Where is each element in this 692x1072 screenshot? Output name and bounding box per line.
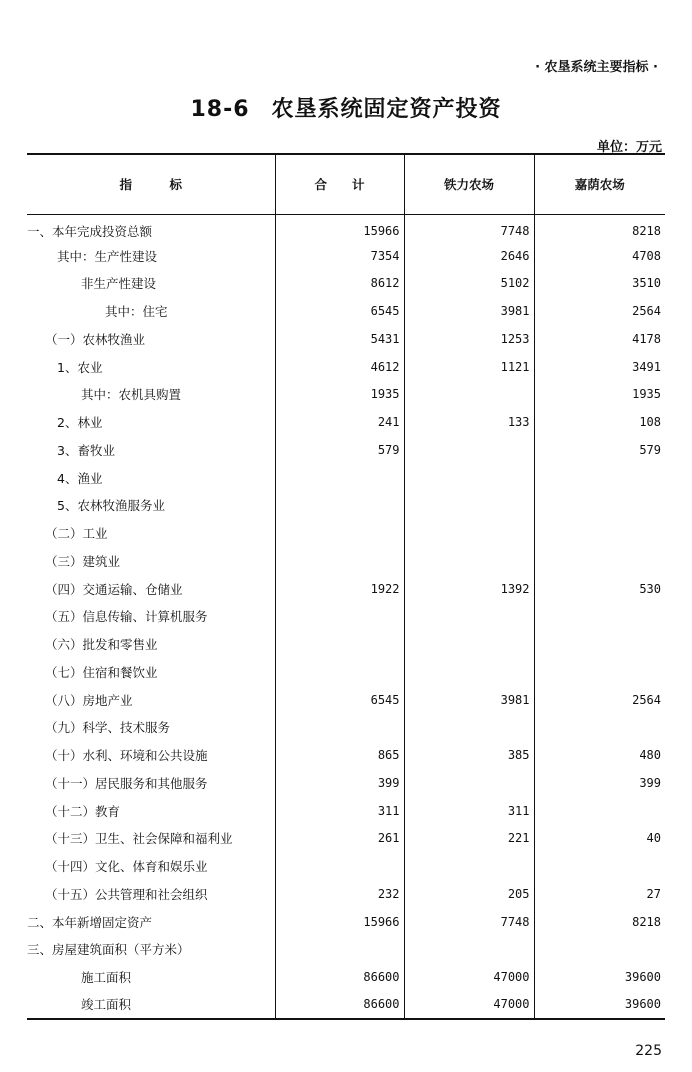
table-row bbox=[27, 297, 665, 325]
column-header-indicator: 指 标 bbox=[27, 154, 275, 214]
row-label: 三、房屋建筑面积（平方米） bbox=[27, 942, 190, 958]
jiayin-value bbox=[534, 547, 665, 575]
table-row bbox=[27, 603, 665, 631]
tieli-value: 221 bbox=[404, 825, 534, 853]
column-header-jiayin-farm: 嘉荫农场 bbox=[534, 154, 665, 214]
total-value bbox=[275, 714, 404, 742]
row-label: 3、畜牧业 bbox=[57, 442, 115, 458]
tieli-value: 1121 bbox=[404, 353, 534, 381]
table-row bbox=[27, 270, 665, 298]
column-header-tieli-farm: 铁力农场 bbox=[404, 154, 534, 214]
tieli-value bbox=[404, 936, 534, 964]
row-label: （十三）卫生、社会保障和福利业 bbox=[45, 831, 233, 847]
row-label: 施工面积 bbox=[81, 970, 132, 986]
tieli-value: 3981 bbox=[404, 686, 534, 714]
total-value: 579 bbox=[275, 436, 404, 464]
jiayin-value bbox=[534, 464, 665, 492]
jiayin-value: 27 bbox=[534, 880, 665, 908]
jiayin-value bbox=[534, 852, 665, 880]
jiayin-value: 579 bbox=[534, 436, 665, 464]
row-label: 非生产性建设 bbox=[81, 276, 157, 292]
table-row bbox=[27, 963, 665, 991]
tieli-value: 5102 bbox=[404, 270, 534, 298]
tieli-value bbox=[404, 381, 534, 409]
tieli-value bbox=[404, 852, 534, 880]
total-value bbox=[275, 464, 404, 492]
jiayin-value: 530 bbox=[534, 575, 665, 603]
tieli-value bbox=[404, 658, 534, 686]
column-header-total: 合 计 bbox=[275, 154, 404, 214]
jiayin-value bbox=[534, 603, 665, 631]
total-value bbox=[275, 492, 404, 520]
total-value bbox=[275, 936, 404, 964]
table-header-row bbox=[27, 154, 665, 214]
table-row bbox=[27, 686, 665, 714]
row-label: 1、农业 bbox=[57, 359, 103, 375]
table-row bbox=[27, 242, 665, 270]
tieli-value bbox=[404, 436, 534, 464]
row-label: （八）房地产业 bbox=[45, 692, 133, 708]
total-value: 15966 bbox=[275, 908, 404, 936]
tieli-value: 1392 bbox=[404, 575, 534, 603]
table-row bbox=[27, 353, 665, 381]
total-value: 232 bbox=[275, 880, 404, 908]
total-value bbox=[275, 519, 404, 547]
row-label: （六）批发和零售业 bbox=[45, 637, 158, 653]
jiayin-value bbox=[534, 658, 665, 686]
tieli-value: 205 bbox=[404, 880, 534, 908]
tieli-value: 385 bbox=[404, 741, 534, 769]
table-row bbox=[27, 325, 665, 353]
section-tag: · 农垦系统主要指标 · bbox=[535, 60, 658, 75]
total-value: 1935 bbox=[275, 381, 404, 409]
tieli-value: 47000 bbox=[404, 991, 534, 1019]
total-value: 86600 bbox=[275, 963, 404, 991]
tieli-value bbox=[404, 492, 534, 520]
table-row bbox=[27, 880, 665, 908]
jiayin-value: 39600 bbox=[534, 963, 665, 991]
tieli-value: 7748 bbox=[404, 908, 534, 936]
tieli-value bbox=[404, 630, 534, 658]
table-number: 18-6 bbox=[190, 97, 250, 122]
row-label: 其中：住宅 bbox=[105, 304, 168, 320]
tieli-value: 2646 bbox=[404, 242, 534, 270]
jiayin-value: 4708 bbox=[534, 242, 665, 270]
total-value: 6545 bbox=[275, 297, 404, 325]
jiayin-value: 39600 bbox=[534, 991, 665, 1019]
tieli-value bbox=[404, 603, 534, 631]
jiayin-value bbox=[534, 630, 665, 658]
table-row bbox=[27, 630, 665, 658]
total-value bbox=[275, 630, 404, 658]
jiayin-value bbox=[534, 936, 665, 964]
jiayin-value: 2564 bbox=[534, 297, 665, 325]
unit-label: 单位：万元 bbox=[596, 140, 662, 155]
jiayin-value bbox=[534, 519, 665, 547]
table-row bbox=[27, 991, 665, 1019]
table-row bbox=[27, 464, 665, 492]
table-row bbox=[27, 408, 665, 436]
table-row bbox=[27, 519, 665, 547]
total-value bbox=[275, 547, 404, 575]
total-value: 311 bbox=[275, 797, 404, 825]
row-label: 其中：农机具购置 bbox=[81, 387, 182, 403]
table-row bbox=[27, 769, 665, 797]
page-number: 225 bbox=[635, 1043, 662, 1059]
jiayin-value: 399 bbox=[534, 769, 665, 797]
jiayin-value: 8218 bbox=[534, 908, 665, 936]
tieli-value: 3981 bbox=[404, 297, 534, 325]
tieli-value bbox=[404, 714, 534, 742]
total-value bbox=[275, 658, 404, 686]
total-value: 86600 bbox=[275, 991, 404, 1019]
table-row bbox=[27, 825, 665, 853]
investment-table bbox=[27, 153, 665, 1020]
total-value: 5431 bbox=[275, 325, 404, 353]
jiayin-value: 3491 bbox=[534, 353, 665, 381]
total-value: 4612 bbox=[275, 353, 404, 381]
row-label: （二）工业 bbox=[45, 526, 108, 542]
total-value: 8612 bbox=[275, 270, 404, 298]
total-value: 399 bbox=[275, 769, 404, 797]
total-value: 865 bbox=[275, 741, 404, 769]
tieli-value bbox=[404, 464, 534, 492]
row-label: 5、农林牧渔服务业 bbox=[57, 498, 165, 514]
row-label: 一、本年完成投资总额 bbox=[27, 224, 153, 240]
total-value: 241 bbox=[275, 408, 404, 436]
row-label: （十二）教育 bbox=[45, 803, 121, 819]
table-row bbox=[27, 436, 665, 464]
tieli-value bbox=[404, 547, 534, 575]
row-label: 4、渔业 bbox=[57, 470, 103, 486]
row-label: （九）科学、技术服务 bbox=[45, 720, 171, 736]
total-value bbox=[275, 852, 404, 880]
jiayin-value: 108 bbox=[534, 408, 665, 436]
total-value: 15966 bbox=[275, 214, 404, 242]
jiayin-value: 40 bbox=[534, 825, 665, 853]
table-row bbox=[27, 575, 665, 603]
tieli-value: 47000 bbox=[404, 963, 534, 991]
total-value: 261 bbox=[275, 825, 404, 853]
row-label: 二、本年新增固定资产 bbox=[27, 914, 153, 930]
row-label: （十四）文化、体育和娱乐业 bbox=[45, 859, 208, 875]
table-row bbox=[27, 936, 665, 964]
tieli-value bbox=[404, 769, 534, 797]
table-row bbox=[27, 852, 665, 880]
jiayin-value bbox=[534, 797, 665, 825]
total-value: 6545 bbox=[275, 686, 404, 714]
tieli-value: 7748 bbox=[404, 214, 534, 242]
table-row bbox=[27, 741, 665, 769]
jiayin-value bbox=[534, 492, 665, 520]
table-row bbox=[27, 658, 665, 686]
jiayin-value: 480 bbox=[534, 741, 665, 769]
row-label: （十五）公共管理和社会组织 bbox=[45, 886, 208, 902]
table-row bbox=[27, 797, 665, 825]
jiayin-value: 8218 bbox=[534, 214, 665, 242]
tieli-value bbox=[404, 519, 534, 547]
table-row bbox=[27, 492, 665, 520]
row-label: （四）交通运输、仓储业 bbox=[45, 581, 183, 597]
jiayin-value: 4178 bbox=[534, 325, 665, 353]
table-row bbox=[27, 214, 665, 242]
total-value: 1922 bbox=[275, 575, 404, 603]
jiayin-value: 3510 bbox=[534, 270, 665, 298]
tieli-value: 133 bbox=[404, 408, 534, 436]
total-value: 7354 bbox=[275, 242, 404, 270]
tieli-value: 1253 bbox=[404, 325, 534, 353]
table-title: 农垦系统固定资产投资 bbox=[271, 97, 502, 122]
jiayin-value: 2564 bbox=[534, 686, 665, 714]
table-row bbox=[27, 714, 665, 742]
row-label: （七）住宿和餐饮业 bbox=[45, 664, 158, 680]
table-row bbox=[27, 381, 665, 409]
row-label: （三）建筑业 bbox=[45, 553, 121, 569]
jiayin-value bbox=[534, 714, 665, 742]
row-label: 其中：生产性建设 bbox=[57, 248, 158, 264]
row-label: （一）农林牧渔业 bbox=[45, 331, 146, 347]
page-title bbox=[0, 92, 692, 123]
table-row bbox=[27, 547, 665, 575]
table-row bbox=[27, 908, 665, 936]
total-value bbox=[275, 603, 404, 631]
row-label: 竣工面积 bbox=[27, 991, 275, 1019]
row-label: （十）水利、环境和公共设施 bbox=[45, 748, 208, 764]
tieli-value: 311 bbox=[404, 797, 534, 825]
row-label: （十一）居民服务和其他服务 bbox=[45, 775, 208, 791]
row-label: （五）信息传输、计算机服务 bbox=[45, 609, 208, 625]
row-label: 2、林业 bbox=[57, 415, 103, 431]
jiayin-value: 1935 bbox=[534, 381, 665, 409]
